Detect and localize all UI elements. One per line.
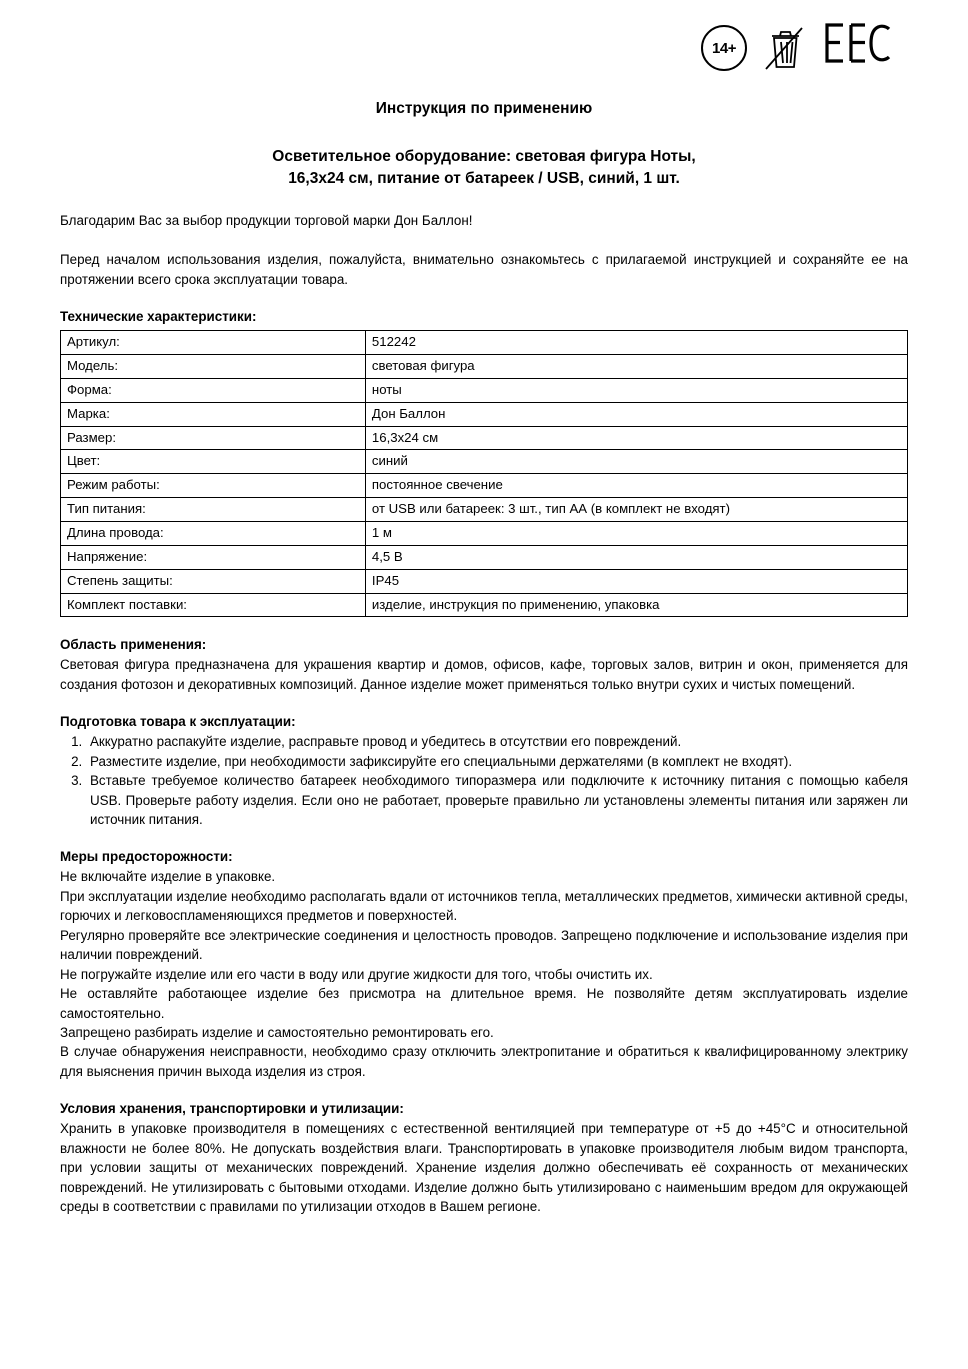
precaution-line: Не включайте изделие в упаковке. xyxy=(60,869,276,885)
spec-value: ноты xyxy=(365,378,907,402)
spec-key: Напряжение: xyxy=(61,545,366,569)
table-row xyxy=(61,378,908,402)
preface-paragraph: Перед началом использования изделия, пожалуйста, внимательно ознакомьтесь с прилагаемой инструкцией и сохраняйте ее на протяжении всего срока эксплуатации товара. xyxy=(60,252,908,287)
spec-key: Комплект поставки: xyxy=(61,593,366,617)
intro-paragraph: Благодарим Вас за выбор продукции торговой марки Дон Баллон! xyxy=(60,212,473,228)
product-title-line-2: 16,3х24 см, питание от батареек / USB, синий, 1 шт. xyxy=(288,170,680,188)
table-row xyxy=(61,593,908,617)
spec-value: IP45 xyxy=(365,569,907,593)
product-title xyxy=(60,146,908,191)
list-item: 1. Аккуратно распакуйте изделие, расправьте провод и убедитесь в отсутствии его повреждений. xyxy=(86,732,908,751)
spec-value: изделие, инструкция по применению, упаковка xyxy=(365,593,907,617)
spec-key: Форма: xyxy=(61,378,366,402)
specifications-table-body xyxy=(61,331,908,617)
storage-text: Хранить в упаковке производителя в помещениях с естественной вентиляцией при температуре от +5 до +45°С и относительной влажности не более 80%. Не допускать воздействия влаги. Транспортировать в упаковке производителя любым видом транспорта, при условии защиты от механических повреждений. Хранение изделия должно обеспечивать её сохранность от механических повреждений. Не утилизировать с бытовыми отходами. Изделие должно быть утилизировано с наименьшим вредом для окружающей среды в соответствии с правилами по утилизации отходов в Вашем регионе. xyxy=(60,1121,908,1214)
specs-heading: Технические характеристики: xyxy=(60,309,257,325)
age-rating-label: 14+ xyxy=(712,39,736,57)
storage-body xyxy=(60,1119,908,1216)
spec-key: Тип питания: xyxy=(61,498,366,522)
spec-value: постоянное свечение xyxy=(365,474,907,498)
spec-value: 1 м xyxy=(365,522,907,546)
table-row xyxy=(61,402,908,426)
spec-key: Артикул: xyxy=(61,331,366,355)
spec-value: Дон Баллон xyxy=(365,402,907,426)
eac-mark-icon xyxy=(821,20,893,76)
product-title-line-1: Осветительное оборудование: световая фигура Ноты, xyxy=(272,148,696,165)
preparation-heading: Подготовка товара к эксплуатации: xyxy=(60,714,296,730)
spec-key: Длина провода: xyxy=(61,522,366,546)
spec-value: световая фигура xyxy=(365,355,907,379)
precaution-line: Не погружайте изделие или его части в воду или другие жидкости для того, чтобы очистить их. xyxy=(60,966,653,982)
table-row xyxy=(61,331,908,355)
list-item: 3. Вставьте требуемое количество батареек необходимого типоразмера или подключите к источнику питания с помощью кабеля USB. Проверьте работу изделия. Если оно не работает, проверьте правильно ли установлены элементы питания или заряжен ли источник питания. xyxy=(86,771,908,829)
spec-value: 16,3х24 см xyxy=(365,426,907,450)
spec-key: Марка: xyxy=(61,402,366,426)
table-row xyxy=(61,545,908,569)
storage-heading: Условия хранения, транспортировки и утилизации: xyxy=(60,1101,404,1117)
precaution-line: В случае обнаружения неисправности, необходимо сразу отключить электропитание и обратиться к квалифицированному электрику для выяснения причин выхода изделия из строя. xyxy=(60,1044,908,1079)
precautions-heading: Меры предосторожности: xyxy=(60,849,233,865)
spec-value: синий xyxy=(365,450,907,474)
usage-heading: Область применения: xyxy=(60,637,207,653)
precaution-line: Не оставляйте работающее изделие без присмотра на длительное время. Не позволяйте детям эксплуатировать изделие самостоятельно. xyxy=(60,986,908,1021)
precaution-line: Запрещено разбирать изделие и самостоятельно ремонтировать его. xyxy=(60,1024,494,1040)
spec-value: от USB или батареек: 3 шт., тип АА (в комплект не входят) xyxy=(365,498,907,522)
page-title: Инструкция по применению xyxy=(375,100,593,117)
usage-text: Световая фигура предназначена для украшения квартир и домов, офисов, кафе, торговых залов, витрин и окон, применяется для создания фотозон и декоративных композиций. Данное изделие может применяться только внутри сухих и чистых помещений. xyxy=(60,657,908,692)
table-row xyxy=(61,498,908,522)
precaution-line: При эксплуатации изделие необходимо располагать вдали от источников тепла, металлических предметов, химически активной среды, горючих и легковоспламеняющихся предметов и поверхностей. xyxy=(60,888,908,924)
table-row xyxy=(61,569,908,593)
spec-key: Режим работы: xyxy=(61,474,366,498)
table-row xyxy=(61,426,908,450)
precaution-line: Регулярно проверяйте все электрические соединения и целостность проводов. Запрещено подключение и использование изделия при наличии повреждений. xyxy=(60,927,908,963)
spec-key: Размер: xyxy=(61,426,366,450)
table-row xyxy=(61,474,908,498)
crossed-out-wheelie-bin-icon xyxy=(761,24,807,72)
list-item: 2. Разместите изделие, при необходимости зафиксируйте его специальными держателями (в комплект не входят). xyxy=(86,752,908,771)
table-row xyxy=(61,450,908,474)
table-row xyxy=(61,355,908,379)
symbol-row xyxy=(60,18,908,78)
spec-value: 512242 xyxy=(365,331,907,355)
spec-key: Модель: xyxy=(61,355,366,379)
spec-value: 4,5 В xyxy=(365,545,907,569)
preparation-steps xyxy=(60,732,908,829)
age-rating-icon xyxy=(701,25,747,71)
spec-key: Цвет: xyxy=(61,450,366,474)
usage-body xyxy=(60,655,908,694)
precautions-body xyxy=(60,867,908,1081)
table-row xyxy=(61,522,908,546)
specifications-table xyxy=(60,330,908,617)
spec-key: Степень защиты: xyxy=(61,569,366,593)
